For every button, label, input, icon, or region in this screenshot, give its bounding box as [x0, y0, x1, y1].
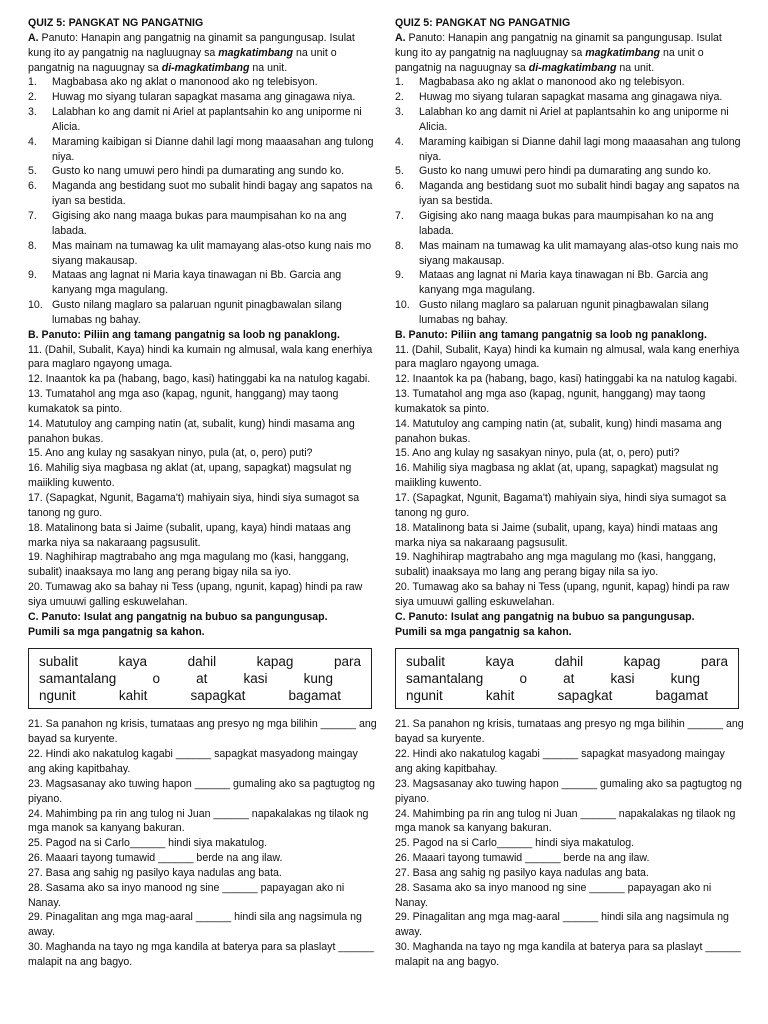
- list-item: 1. Magbabasa ako ng aklat o manonood ako ng telebisyon.: [28, 76, 318, 89]
- quiz-column-left: [28, 16, 378, 970]
- part-c-subheading: Pumili sa mga pangatnig sa kahon.: [28, 625, 205, 638]
- list-item: 26. Maaari tayong tumawid ______ berde na ang ilaw.: [395, 852, 650, 865]
- list-item: 5. Gusto ko nang umuwi pero hindi pa dumarating ang sundo ko.: [395, 165, 712, 178]
- list-item: 25. Pagod na si Carlo______ hindi siya makatulog.: [395, 837, 635, 850]
- list-item: 6. Maganda ang bestidang suot mo subalit hindi bagay ang sapatos na iyan sa bestida.: [395, 180, 740, 208]
- word-choices-box: [28, 648, 372, 709]
- list-item: 2. Huwag mo siyang tularan sapagkat masama ang ginagawa niya.: [28, 91, 356, 104]
- list-item: 15. Ano ang kulay ng sasakyan ninyo, pula (at, o, pero) puti?: [395, 447, 680, 460]
- list-item: 8. Mas mainam na tumawag ka ulit mamayang alas-otso kung nais mo siyang makausap.: [28, 239, 372, 267]
- list-item: 14. Matutuloy ang camping natin (at, subalit, kung) hindi masama ang panahon bukas.: [28, 417, 355, 445]
- list-item: 5. Gusto ko nang umuwi pero hindi pa dumarating ang sundo ko.: [28, 165, 345, 178]
- list-item: 13. Tumatahol ang mga aso (kapag, ngunit, hanggang) may taong kumakatok sa pinto.: [28, 388, 339, 415]
- list-item: 9. Mataas ang lagnat ni Maria kaya tinawagan ni Bb. Garcia ang kanyang mga magulang.: [395, 269, 709, 297]
- list-item: 29. Pinagalitan ang mga mag-aaral ______ hindi sila ang nagsimula ng away.: [28, 911, 362, 939]
- part-b-heading: B. Panuto: Piliin ang tamang pangatnig sa loob ng panaklong.: [395, 328, 707, 341]
- part-b-list: [395, 343, 745, 610]
- list-item: 28. Sasama ako sa inyo manood ng sine ______ papayagan ako ni Nanay.: [28, 881, 345, 909]
- list-item: 11. (Dahil, Subalit, Kaya) hindi ka kumain ng almusal, wala kang enerhiya para maglaro ngayong umaga.: [28, 343, 373, 371]
- list-item: 23. Magsasanay ako tuwing hapon ______ gumaling ako sa pagtugtog ng piyano.: [28, 777, 375, 805]
- part-c-subheading: Pumili sa mga pangatnig sa kahon.: [395, 625, 572, 638]
- part-a-list: [395, 75, 745, 327]
- quiz-title: QUIZ 5: PANGKAT NG PANGATNIG: [395, 17, 571, 29]
- list-item: 1. Magbabasa ako ng aklat o manonood ako ng telebisyon.: [395, 76, 685, 89]
- list-item: 24. Mahimbing pa rin ang tulog ni Juan ______ napakalakas ng tilaok ng mga manok sa kanyang bakuran.: [395, 807, 736, 835]
- list-item: 15. Ano ang kulay ng sasakyan ninyo, pula (at, o, pero) puti?: [28, 447, 313, 460]
- list-item: 21. Sa panahon ng krisis, tumataas ang presyo ng mga bilihin ______ ang bayad sa kuryente.: [395, 718, 744, 746]
- part-c-list: [395, 717, 745, 969]
- part-c-heading: C. Panuto: Isulat ang pangatnig na bubuo sa pangungusap.: [395, 610, 695, 623]
- list-item: 16. Mahilig siya magbasa ng aklat (at, upang, sapagkat) magsulat ng maiikling kuwento.: [395, 462, 719, 490]
- list-item: 19. Naghihirap magtrabaho ang mga magulang mo (kasi, hanggang, subalit) inaaksaya mo lang ang perang bigay nila sa iyo.: [28, 551, 349, 579]
- list-item: 3. Lalabhan ko ang damit ni Ariel at paplantsahin ko ang uniporme ni Alicia.: [395, 106, 729, 133]
- quiz-title: QUIZ 5: PANGKAT NG PANGATNIG: [28, 17, 204, 29]
- list-item: 4. Maraming kaibigan si Dianne dahil lagi mong maaasahan ang tulong niya.: [28, 135, 374, 163]
- list-item: 22. Hindi ako nakatulog kagabi ______ sapagkat masyadong maingay ang aking kapitbahay.: [28, 748, 358, 775]
- list-item: 19. Naghihirap magtrabaho ang mga magulang mo (kasi, hanggang, subalit) inaaksaya mo lang ang perang bigay nila sa iyo.: [395, 551, 716, 579]
- part-a-instructions: A. Panuto: Hanapin ang pangatnig na ginamit sa pangungusap. Isulat kung ito ay pangatnig na nagluugnay sa magkatimbang na unit o pangatnig na naguugnay sa di-magkatimbang na unit.: [395, 31, 722, 74]
- list-item: 10. Gusto nilang maglaro sa palaruan ngunit pinagbawalan silang lumabas ng bahay.: [395, 299, 709, 326]
- list-item: 10. Gusto nilang maglaro sa palaruan ngunit pinagbawalan silang lumabas ng bahay.: [28, 299, 342, 326]
- list-item: 23. Magsasanay ako tuwing hapon ______ gumaling ako sa pagtugtog ng piyano.: [395, 777, 742, 805]
- part-a-instructions: A. Panuto: Hanapin ang pangatnig na ginamit sa pangungusap. Isulat kung ito ay pangatnig na nagluugnay sa magkatimbang na unit o pangatnig na naguugnay sa di-magkatimbang na unit.: [28, 31, 355, 74]
- list-item: 18. Matalinong bata si Jaime (subalit, upang, kaya) hindi mataas ang marka niya sa nakaraang pagsusulit.: [395, 521, 718, 549]
- list-item: 14. Matutuloy ang camping natin (at, subalit, kung) hindi masama ang panahon bukas.: [395, 417, 722, 445]
- list-item: 25. Pagod na si Carlo______ hindi siya makatulog.: [28, 837, 268, 850]
- list-item: 3. Lalabhan ko ang damit ni Ariel at paplantsahin ko ang uniporme ni Alicia.: [28, 106, 362, 133]
- list-item: 29. Pinagalitan ang mga mag-aaral ______ hindi sila ang nagsimula ng away.: [395, 911, 729, 939]
- list-item: 24. Mahimbing pa rin ang tulog ni Juan ______ napakalakas ng tilaok ng mga manok sa kanyang bakuran.: [28, 807, 369, 835]
- list-item: 9. Mataas ang lagnat ni Maria kaya tinawagan ni Bb. Garcia ang kanyang mga magulang.: [28, 269, 342, 297]
- list-item: 7. Gigising ako nang maaga bukas para maumpisahan ko na ang labada.: [395, 209, 714, 237]
- list-item: 11. (Dahil, Subalit, Kaya) hindi ka kumain ng almusal, wala kang enerhiya para maglaro ngayong umaga.: [395, 343, 740, 371]
- list-item: 30. Maghanda na tayo ng mga kandila at baterya para sa plaslayt ______ malapit na ang bagyo.: [28, 941, 374, 968]
- word-choices-box: [395, 648, 739, 709]
- list-item: 8. Mas mainam na tumawag ka ulit mamayang alas-otso kung nais mo siyang makausap.: [395, 239, 739, 267]
- list-item: 20. Tumawag ako sa bahay ni Tess (upang, ngunit, kapag) hindi pa raw siya umuuwi galling eskuwelahan.: [395, 581, 730, 608]
- word-row: samantalang o at kasi kung: [39, 671, 333, 687]
- part-b-heading: B. Panuto: Piliin ang tamang pangatnig sa loob ng panaklong.: [28, 328, 340, 341]
- word-row: ngunit kahit sapagkat bagamat: [39, 688, 341, 704]
- list-item: 21. Sa panahon ng krisis, tumataas ang presyo ng mga bilihin ______ ang bayad sa kuryente.: [28, 718, 377, 746]
- word-row: subalit kaya dahil kapag para: [406, 654, 728, 670]
- list-item: 30. Maghanda na tayo ng mga kandila at baterya para sa plaslayt ______ malapit na ang bagyo.: [395, 941, 741, 968]
- list-item: 27. Basa ang sahig ng pasilyo kaya nadulas ang bata.: [395, 866, 649, 879]
- list-item: 26. Maaari tayong tumawid ______ berde na ang ilaw.: [28, 852, 283, 865]
- word-row: subalit kaya dahil kapag para: [39, 654, 361, 670]
- list-item: 17. (Sapagkat, Ngunit, Bagama't) mahiyain siya, hindi siya sumagot sa tanong ng guro.: [28, 492, 360, 519]
- quiz-column-right: [395, 16, 745, 970]
- word-row: ngunit kahit sapagkat bagamat: [406, 688, 708, 704]
- part-a-list: [28, 75, 378, 327]
- part-c-heading: C. Panuto: Isulat ang pangatnig na bubuo sa pangungusap.: [28, 610, 328, 623]
- list-item: 16. Mahilig siya magbasa ng aklat (at, upang, sapagkat) magsulat ng maiikling kuwento.: [28, 462, 352, 490]
- part-b-list: [28, 343, 378, 610]
- list-item: 18. Matalinong bata si Jaime (subalit, upang, kaya) hindi mataas ang marka niya sa nakaraang pagsusulit.: [28, 521, 351, 549]
- list-item: 4. Maraming kaibigan si Dianne dahil lagi mong maaasahan ang tulong niya.: [395, 135, 741, 163]
- list-item: 7. Gigising ako nang maaga bukas para maumpisahan ko na ang labada.: [28, 209, 347, 237]
- list-item: 27. Basa ang sahig ng pasilyo kaya nadulas ang bata.: [28, 866, 282, 879]
- list-item: 12. Inaantok ka pa (habang, bago, kasi) hatinggabi ka na natulog kagabi.: [395, 373, 738, 386]
- list-item: 22. Hindi ako nakatulog kagabi ______ sapagkat masyadong maingay ang aking kapitbahay.: [395, 748, 725, 775]
- list-item: 13. Tumatahol ang mga aso (kapag, ngunit, hanggang) may taong kumakatok sa pinto.: [395, 388, 706, 415]
- word-row: samantalang o at kasi kung: [406, 671, 700, 687]
- list-item: 17. (Sapagkat, Ngunit, Bagama't) mahiyain siya, hindi siya sumagot sa tanong ng guro.: [395, 492, 727, 519]
- list-item: 2. Huwag mo siyang tularan sapagkat masama ang ginagawa niya.: [395, 91, 723, 104]
- list-item: 28. Sasama ako sa inyo manood ng sine ______ papayagan ako ni Nanay.: [395, 881, 712, 909]
- part-c-list: [28, 717, 378, 969]
- list-item: 20. Tumawag ako sa bahay ni Tess (upang, ngunit, kapag) hindi pa raw siya umuuwi galling eskuwelahan.: [28, 581, 363, 608]
- list-item: 6. Maganda ang bestidang suot mo subalit hindi bagay ang sapatos na iyan sa bestida.: [28, 180, 373, 208]
- list-item: 12. Inaantok ka pa (habang, bago, kasi) hatinggabi ka na natulog kagabi.: [28, 373, 371, 386]
